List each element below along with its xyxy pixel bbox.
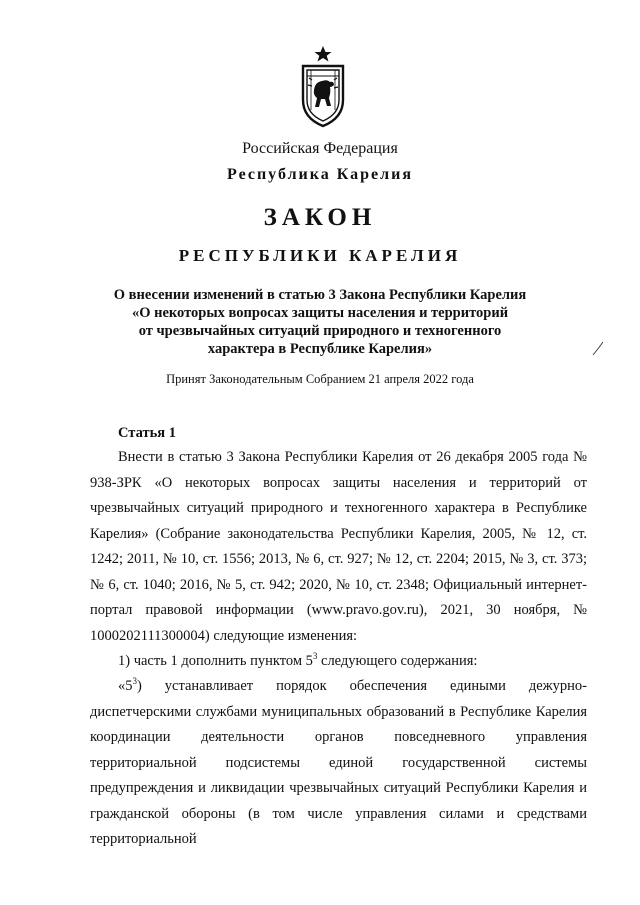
law-name-line-3: от чрезвычайных ситуаций природного и техногенного: [138, 323, 502, 339]
quoted-provision: [90, 674, 587, 853]
law-name: [0, 286, 640, 358]
law-name-line-2: «О некоторых вопросах защиты населения и территорий: [131, 305, 509, 321]
document-type-title: ЗАКОН: [263, 204, 377, 231]
adoption-date: Принят Законодательным Собранием 21 апреля 2022 года: [166, 372, 474, 386]
quote-superscript: 3: [132, 676, 137, 687]
item-1-text: 1) часть 1 дополнить пунктом 5: [118, 653, 313, 669]
coat-of-arms-emblem: [298, 44, 348, 128]
article-heading: Статья 1: [118, 425, 176, 441]
item-1-suffix: следующего содержания:: [317, 653, 478, 669]
article-paragraph-1: Внести в статью 3 Закона Республики Карелия от 26 декабря 2005 года № 938-ЗРК «О некоторых вопросах защиты населения и территорий от чрезвычайных ситуаций природного и техногенного характера в Республике Карелия» (Собрание законодательства Республики Карелия, 2005, № 12, ст. 1242; 2011, № 10, ст. 1556; 2013, № 6, ст. 927; № 12, ст. 2204; 2015, № 3, ст. 373; № 6, ст. 1040; 2016, № 5, ст. 942; 2020, № 10, ст. 2348; Официальный интернет-портал правовой информации (www.pravo.gov.ru), 2021, 30 ноября, № 1000202111300004) следующие изменения:: [90, 449, 587, 644]
pen-mark: [591, 338, 605, 358]
quote-text: ) устанавливает порядок обеспечения едиными дежурно-диспетчерскими службами муниципальных образований в Республике Карелия координации деятельности органов повседневного управления территориальной подсистемы единой государственной системы предупреждения и ликвидации чрезвычайных ситуаций Республики Карелия и гражданской обороны (в том числе управления силами и средствами территориальной: [90, 678, 587, 847]
law-name-line-1: О внесении изменений в статью 3 Закона Республики Карелия: [113, 287, 527, 303]
law-name-line-4: характера в Республике Карелия»: [207, 341, 433, 357]
republic-name: Республика Карелия: [227, 166, 413, 183]
item-1-superscript: 3: [312, 651, 318, 662]
quote-prefix: «5: [118, 678, 133, 694]
article-item-1: [90, 649, 587, 675]
country-name: Российская Федерация: [242, 140, 398, 157]
document-issuer: РЕСПУБЛИКИ КАРЕЛИЯ: [178, 246, 462, 265]
